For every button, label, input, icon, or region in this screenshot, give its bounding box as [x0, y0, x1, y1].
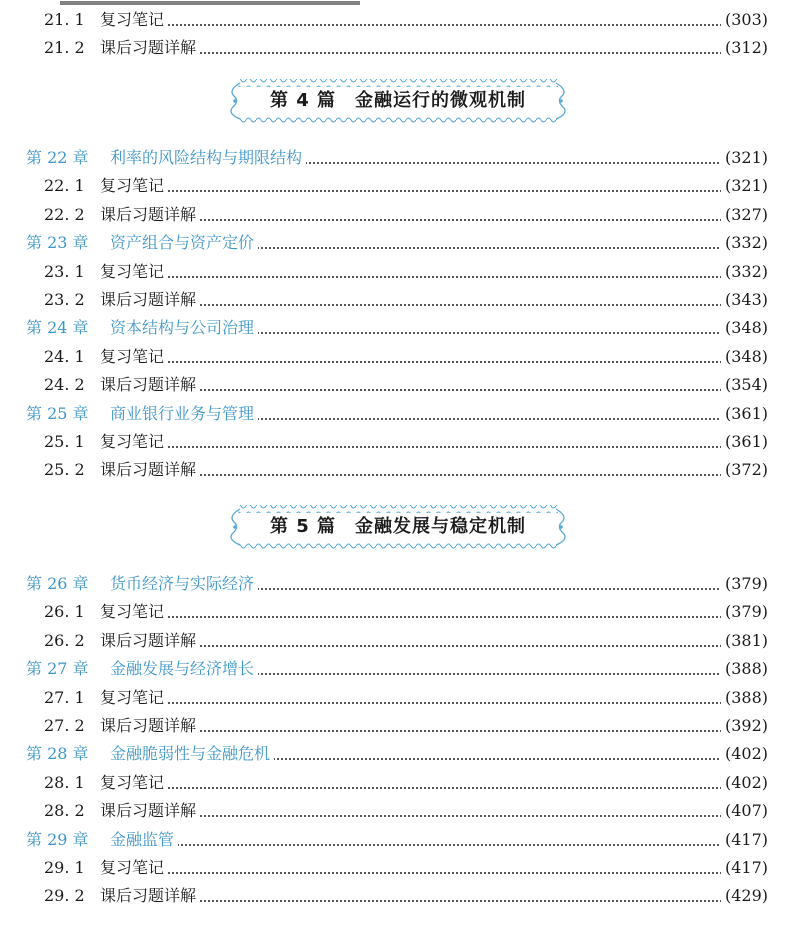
toc-row-section[interactable] — [0, 34, 790, 62]
toc-row-section[interactable] — [0, 258, 790, 286]
page-number: (348) — [721, 314, 768, 342]
section-number: 28. 2 — [44, 801, 85, 821]
page-number: (392) — [721, 712, 768, 740]
chapter-number: 第 23 章 — [26, 233, 89, 253]
toc-row-section[interactable] — [0, 6, 790, 34]
section-title[interactable]: 课后习题详解 — [100, 34, 200, 62]
chapter-number: 第 26 章 — [26, 574, 89, 593]
toc-row-section[interactable] — [0, 854, 790, 882]
chapter-number: 第 29 章 — [26, 829, 89, 849]
dot-leader — [100, 190, 730, 192]
section-number: 22. 2 — [44, 204, 85, 224]
toc-row-section[interactable] — [0, 428, 790, 456]
section-title[interactable]: 复习笔记 — [100, 172, 168, 200]
chapter-title[interactable]: 货币经济与实际经济 — [110, 570, 258, 598]
section-title[interactable]: 课后习题详解 — [100, 882, 200, 910]
page-number: (379) — [721, 598, 768, 626]
part-banner — [226, 502, 570, 552]
page-number: (321) — [721, 144, 768, 172]
toc-row-chapter[interactable] — [0, 400, 790, 428]
chapter-number: 第 28 章 — [26, 744, 89, 764]
section-number: 27. 1 — [44, 687, 85, 707]
toc-row-chapter[interactable] — [0, 655, 790, 683]
section-title[interactable]: 课后习题详解 — [100, 712, 200, 740]
dot-leader — [110, 844, 730, 846]
section-number: 21. 1 — [44, 10, 85, 29]
section-title[interactable]: 课后习题详解 — [100, 286, 200, 314]
page-number: (402) — [721, 740, 768, 768]
section-number: 24. 2 — [44, 375, 85, 395]
section-number: 23. 1 — [44, 261, 85, 281]
section-title[interactable]: 课后习题详解 — [100, 627, 200, 655]
dot-leader — [100, 24, 730, 26]
dot-leader — [100, 276, 730, 278]
section-title[interactable]: 复习笔记 — [100, 6, 168, 34]
section-number: 25. 2 — [44, 460, 85, 480]
dot-leader — [100, 361, 730, 363]
page-number: (361) — [721, 400, 768, 428]
toc-row-section[interactable] — [0, 769, 790, 797]
section-number: 23. 2 — [44, 290, 85, 309]
toc-row-section[interactable] — [0, 684, 790, 712]
section-number: 29. 1 — [44, 858, 85, 877]
dot-leader — [100, 616, 730, 618]
page-number: (417) — [721, 854, 768, 882]
clipped-previous-line — [60, 0, 380, 2]
toc-row-section[interactable] — [0, 456, 790, 484]
dot-leader — [100, 872, 730, 874]
dot-leader — [100, 787, 730, 789]
page-number: (332) — [721, 229, 768, 257]
section-number: 25. 1 — [44, 432, 85, 451]
page-number: (388) — [721, 655, 768, 683]
page-number: (429) — [721, 882, 768, 910]
toc-row-section[interactable] — [0, 201, 790, 229]
toc-row-section[interactable] — [0, 343, 790, 371]
chapter-title[interactable]: 金融监管 — [110, 826, 178, 854]
page-number: (402) — [721, 769, 768, 797]
toc-row-section[interactable] — [0, 598, 790, 626]
page-number: (312) — [721, 34, 768, 62]
section-number: 26. 2 — [44, 630, 85, 650]
toc-row-chapter[interactable] — [0, 570, 790, 598]
part-title[interactable]: 第 5 篇 金融发展与稳定机制 — [269, 516, 527, 537]
chapter-title[interactable]: 金融脆弱性与金融危机 — [110, 740, 274, 768]
toc-row-section[interactable] — [0, 882, 790, 910]
toc-row-section[interactable] — [0, 286, 790, 314]
page-number: (332) — [721, 258, 768, 286]
page-number: (303) — [721, 6, 768, 34]
section-number: 29. 2 — [44, 886, 85, 906]
toc-row-chapter[interactable] — [0, 144, 790, 172]
dot-leader — [100, 446, 730, 448]
section-number: 26. 1 — [44, 602, 85, 622]
section-title[interactable]: 复习笔记 — [100, 769, 168, 797]
section-title[interactable]: 课后习题详解 — [100, 201, 200, 229]
page-number: (417) — [721, 826, 768, 854]
chapter-title[interactable]: 利率的风险结构与期限结构 — [110, 144, 306, 172]
section-title[interactable]: 课后习题详解 — [100, 371, 200, 399]
page-number: (361) — [721, 428, 768, 456]
section-title[interactable]: 复习笔记 — [100, 343, 168, 371]
chapter-number: 第 25 章 — [26, 403, 89, 423]
chapter-number: 第 22 章 — [26, 148, 89, 167]
section-number: 28. 1 — [44, 772, 85, 792]
section-number: 22. 1 — [44, 176, 85, 196]
page-number: (381) — [721, 627, 768, 655]
page-number: (343) — [721, 286, 768, 314]
chapter-number: 第 27 章 — [26, 659, 89, 679]
toc-row-section[interactable] — [0, 627, 790, 655]
part-title[interactable]: 第 4 篇 金融运行的微观机制 — [269, 90, 527, 111]
page-number: (388) — [721, 684, 768, 712]
toc-row-chapter[interactable] — [0, 826, 790, 854]
toc-row-chapter[interactable] — [0, 229, 790, 257]
chapter-title[interactable]: 金融发展与经济增长 — [110, 655, 258, 683]
section-title[interactable]: 复习笔记 — [100, 428, 168, 456]
section-number: 24. 1 — [44, 346, 85, 366]
section-title[interactable]: 复习笔记 — [100, 854, 168, 882]
toc-row-section[interactable] — [0, 172, 790, 200]
page-number: (354) — [721, 371, 768, 399]
section-title[interactable]: 复习笔记 — [100, 598, 168, 626]
page-number: (327) — [721, 201, 768, 229]
toc-row-section[interactable] — [0, 712, 790, 740]
dot-leader — [100, 702, 730, 704]
section-number: 21. 2 — [44, 38, 85, 57]
chapter-title[interactable]: 资本结构与公司治理 — [110, 314, 258, 342]
page-number: (321) — [721, 172, 768, 200]
page-number: (407) — [721, 797, 768, 825]
part-banner — [226, 76, 570, 126]
toc-row-section[interactable] — [0, 371, 790, 399]
section-number: 27. 2 — [44, 716, 85, 735]
section-title[interactable]: 课后习题详解 — [100, 797, 200, 825]
page-number: (348) — [721, 343, 768, 371]
section-title[interactable]: 复习笔记 — [100, 258, 168, 286]
chapter-title[interactable]: 资产组合与资产定价 — [110, 229, 258, 257]
section-title[interactable]: 复习笔记 — [100, 684, 168, 712]
toc-row-chapter[interactable] — [0, 740, 790, 768]
toc-row-section[interactable] — [0, 797, 790, 825]
toc-row-chapter[interactable] — [0, 314, 790, 342]
page-number: (372) — [721, 456, 768, 484]
chapter-title[interactable]: 商业银行业务与管理 — [110, 400, 258, 428]
chapter-number: 第 24 章 — [26, 318, 89, 338]
section-title[interactable]: 课后习题详解 — [100, 456, 200, 484]
page-number: (379) — [721, 570, 768, 598]
